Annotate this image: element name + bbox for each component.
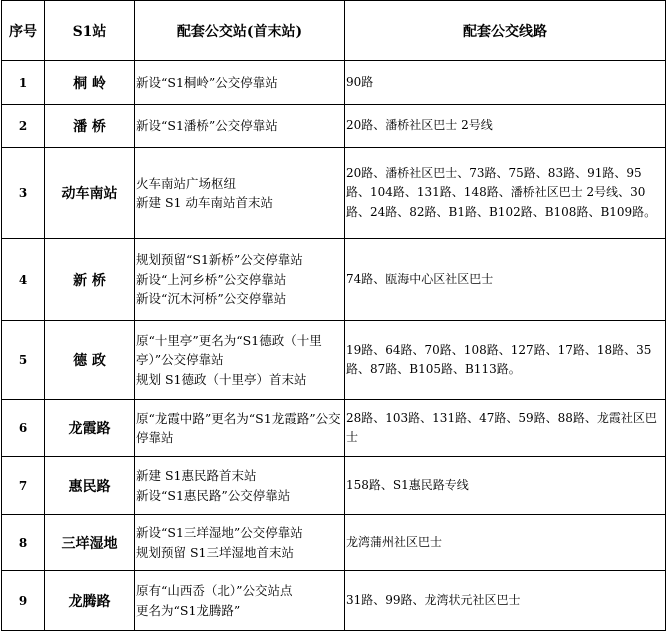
bus-lines-cell [345, 148, 666, 239]
bus-lines-text: 90路 [346, 74, 374, 89]
station-name: 惠民路 [45, 457, 135, 515]
header-lines: 配套公交线路 [345, 1, 666, 61]
bus-stop-text: 更名为“S1龙腾路” [136, 602, 241, 618]
bus-stop-cell [135, 105, 345, 148]
bus-lines-cell [345, 239, 666, 321]
bus-stop-text: 规划预留“S1新桥”公交停靠站 [136, 252, 303, 268]
bus-lines-cell [345, 457, 666, 515]
row-number: 8 [2, 515, 45, 571]
station-name: 桐 岭 [45, 61, 135, 105]
bus-lines-cell [345, 61, 666, 105]
bus-stop-text: 新设“沉木河桥”公交停靠站 [136, 291, 287, 307]
header-stops: 配套公交站(首末站) [135, 1, 345, 61]
bus-lines-cell [345, 105, 666, 148]
bus-stop-text: 新设“上河乡桥”公交停靠站 [136, 271, 287, 287]
row-number: 2 [2, 105, 45, 148]
bus-stop-cell [135, 400, 345, 457]
row-number: 6 [2, 400, 45, 457]
bus-lines-text: 20路、潘桥社区巴士 2号线 [346, 118, 493, 133]
row-number: 4 [2, 239, 45, 321]
bus-stop-cell [135, 148, 345, 239]
table-row [2, 515, 666, 571]
bus-stop-cell [135, 571, 345, 631]
table-row [2, 239, 666, 321]
bus-stop-text: 原有“山西岙（北）”公交站点 [136, 583, 293, 598]
row-number: 1 [2, 61, 45, 105]
bus-lines-text: 158路、S1惠民路专线 [346, 477, 469, 492]
station-name: 动车南站 [45, 148, 135, 239]
bus-lines-text: 19路、64路、70路、108路、127路、17路、18路、35路、87路、B105路、B113路。 [346, 342, 652, 376]
bus-stop-text: 新建 S1惠民路首末站 [136, 468, 257, 483]
bus-lines-cell [345, 515, 666, 571]
bus-lines-cell [345, 571, 666, 631]
bus-stop-text: 火车南站广场枢纽 [136, 175, 237, 191]
bus-stop-cell [135, 239, 345, 321]
bus-lines-text: 31路、99路、龙湾状元社区巴士 [346, 592, 521, 607]
bus-lines-cell [345, 400, 666, 457]
table-row [2, 321, 666, 400]
bus-lines-text: 龙湾蒲州社区巴士 [346, 534, 443, 549]
row-number: 7 [2, 457, 45, 515]
row-number: 9 [2, 571, 45, 631]
bus-stop-text: 原“十里亭”更名为“S1德政（十里亭）”公交停靠站 [136, 332, 322, 368]
bus-lines-text: 28路、103路、131路、47路、59路、88路、龙霞社区巴士 [346, 410, 657, 444]
bus-stop-text: 原“龙霞中路”更名为“S1龙霞路”公交停靠站 [136, 410, 341, 445]
bus-stop-text: 新设“S1潘桥”公交停靠站 [136, 118, 278, 134]
bus-stop-text: 规划 S1德政（十里亭）首末站 [136, 371, 307, 387]
table-row [2, 105, 666, 148]
table-row [2, 571, 666, 631]
row-number: 5 [2, 321, 45, 400]
bus-stop-text: 新建 S1 动车南站首末站 [136, 195, 273, 210]
bus-lines-cell [345, 321, 666, 400]
header-station: S1站 [45, 1, 135, 61]
bus-stop-text: 新设“S1三垟湿地”公交停靠站 [136, 525, 303, 540]
station-name: 潘 桥 [45, 105, 135, 148]
table-row [2, 148, 666, 239]
bus-stop-cell [135, 61, 345, 105]
bus-stop-text: 新设“S1桐岭”公交停靠站 [136, 74, 278, 90]
row-number: 3 [2, 148, 45, 239]
station-name: 龙腾路 [45, 571, 135, 631]
table-header-row [2, 1, 666, 61]
table-row [2, 61, 666, 105]
bus-stop-text: 规划预留 S1三垟湿地首末站 [136, 544, 294, 560]
bus-stop-cell [135, 457, 345, 515]
bus-stop-cell [135, 321, 345, 400]
bus-lines-text: 20路、潘桥社区巴士、73路、75路、83路、91路、95路、104路、131路、148路、潘桥社区巴士 2号线、30路、24路、82路、B1路、B102路、B108路、B109路。 [346, 165, 657, 219]
table-row [2, 457, 666, 515]
bus-stations-table [1, 0, 666, 631]
station-name: 三垟湿地 [45, 515, 135, 571]
table-row [2, 400, 666, 457]
station-name: 新 桥 [45, 239, 135, 321]
bus-stop-cell [135, 515, 345, 571]
bus-stop-text: 新设“S1惠民路”公交停靠站 [136, 487, 291, 503]
bus-lines-text: 74路、瓯海中心区社区巴士 [346, 271, 494, 286]
station-name: 德 政 [45, 321, 135, 400]
header-no: 序号 [2, 1, 45, 61]
station-name: 龙霞路 [45, 400, 135, 457]
